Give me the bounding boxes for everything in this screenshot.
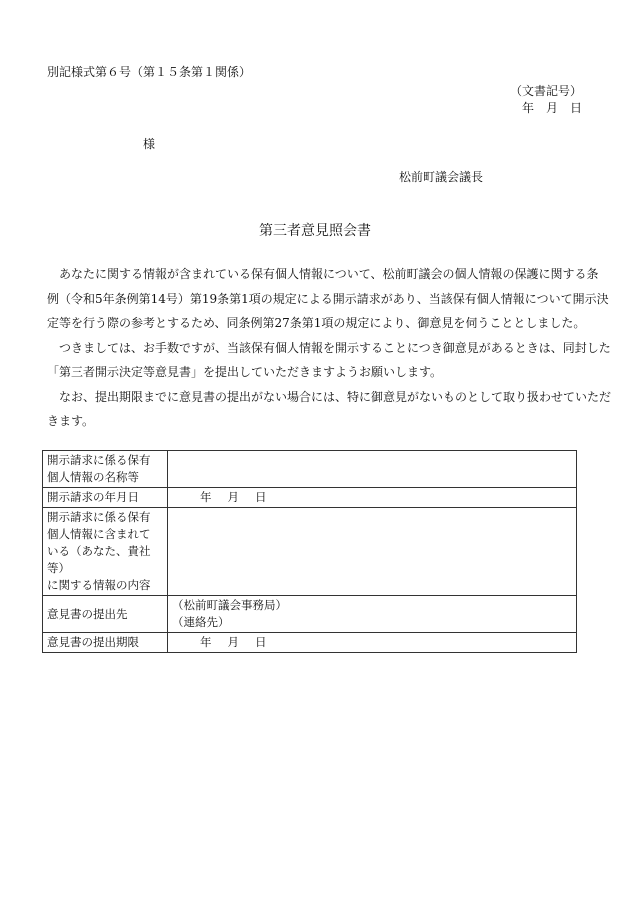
date-year: 年 (200, 635, 212, 649)
row-label: 意見書の提出先 (43, 596, 168, 633)
row-value (168, 508, 577, 596)
document-code: （文書記号） (509, 84, 582, 98)
date-day: 日 (255, 635, 267, 649)
body-line: 定等を行う際の参考とするため、同条例第27条第1項の規定により、御意見を伺うこととしました。 (47, 316, 586, 330)
row-label: 意見書の提出期限 (43, 633, 168, 653)
sender-name: 松前町議会議長 (399, 170, 484, 184)
body-line: なお、提出期限までに意見書の提出がない場合には、特に御意見がないものとして取り扱わせていただ (47, 389, 612, 404)
body-line: 「第三者開示決定等意見書」を提出していただきますようお願いします。 (47, 365, 443, 379)
body-line: つきましては、お手数ですが、当該保有個人情報を開示することにつき御意見があるときは、同封した (47, 340, 611, 355)
info-table (42, 450, 577, 653)
table-row (43, 633, 577, 653)
document-title: 第三者意見照会書 (259, 223, 371, 239)
table-row (43, 488, 577, 508)
document-date (522, 99, 582, 116)
row-value-date (168, 488, 577, 508)
table-row (43, 596, 577, 633)
row-label: 開示請求の年月日 (43, 488, 168, 508)
date-month: 月 (227, 490, 239, 504)
table-row (43, 451, 577, 488)
date-day: 日 (569, 101, 582, 115)
addressee-honorific: 様 (143, 137, 156, 151)
date-year: 年 (521, 101, 534, 115)
date-month: 月 (227, 635, 239, 649)
row-label: 開示請求に係る保有 個人情報に含まれて いる（あなた、貴社等） に関する情報の内容 (43, 508, 168, 596)
date-day: 日 (255, 490, 267, 504)
body-line: あなたに関する情報が含まれている保有個人情報について、松前町議会の個人情報の保護に関する条 (47, 267, 599, 281)
date-year: 年 (200, 490, 212, 504)
body-line: 例（令和5年条例第14号）第19条第1項の規定による開示請求があり、当該保有個人情報について開示決 (47, 291, 609, 306)
row-value (168, 451, 577, 488)
table-row (43, 508, 577, 596)
row-value-date (168, 633, 577, 653)
body-text (47, 262, 612, 434)
form-identifier: 別記様式第６号（第１５条第１関係） (47, 65, 252, 79)
row-value: （松前町議会事務局） （連絡先） (168, 596, 577, 633)
date-month: 月 (545, 101, 558, 115)
body-line: きます。 (47, 414, 95, 428)
row-label: 開示請求に係る保有 個人情報の名称等 (43, 451, 168, 488)
